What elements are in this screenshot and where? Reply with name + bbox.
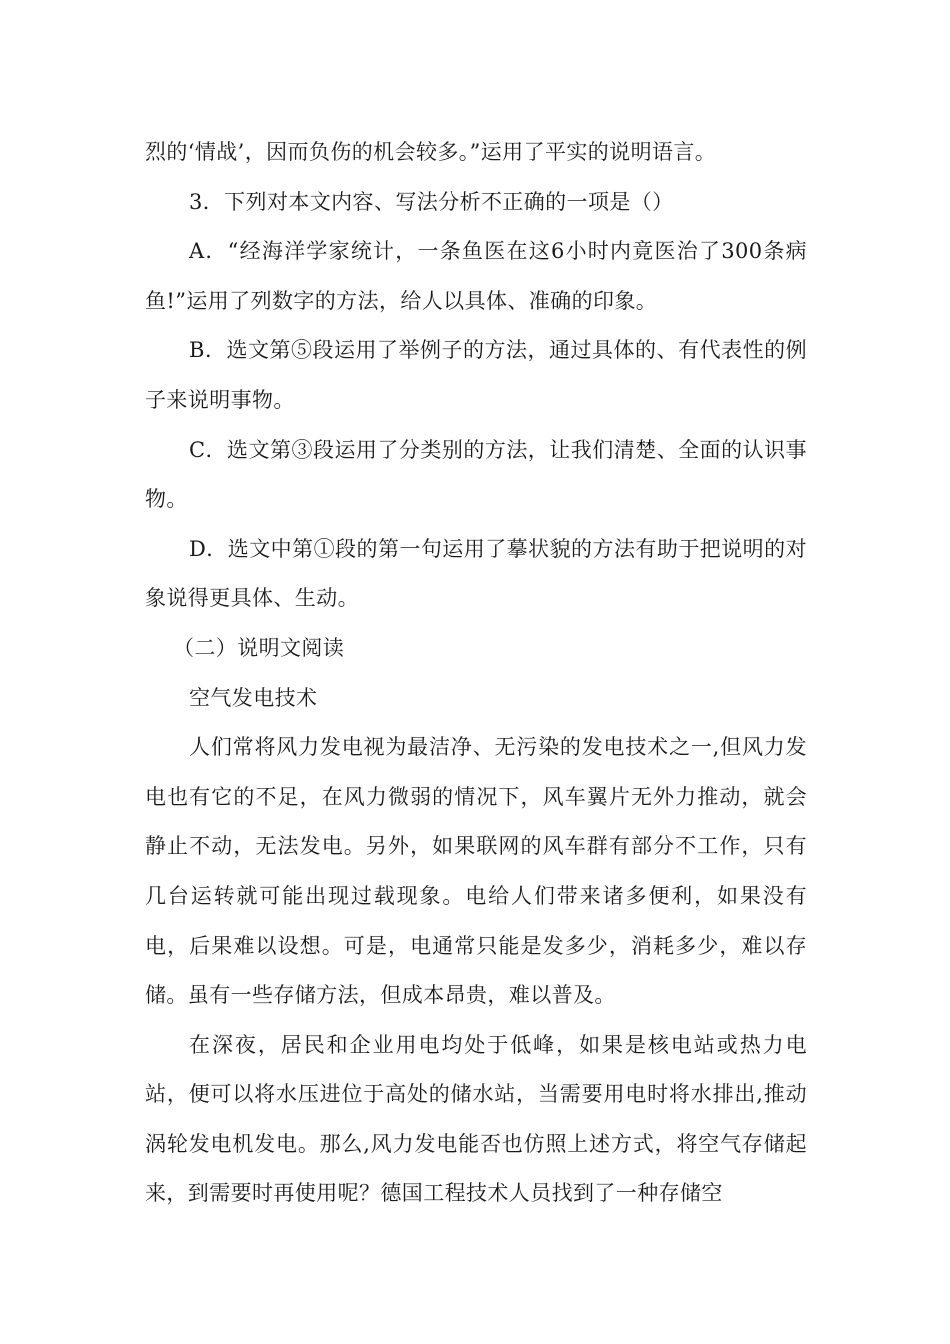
paragraph-continuation: 烈的‘情战’，因而负伤的机会较多。”运用了平实的说明语言。 [145, 140, 717, 164]
option-c: C．选文第③段运用了分类别的方法，让我们清楚、全面的认识事物。 [145, 437, 807, 512]
document-body [145, 128, 807, 1219]
option-a: A．“经海洋学家统计，一条鱼医在这6小时内竟医治了300条病鱼!”运用了列数字的方法，给人以具体、准确的印象。 [145, 239, 807, 313]
section-heading: （二）说明文阅读 [173, 635, 345, 660]
article-paragraph-1: 人们常将风力发电视为最洁净、无污染的发电技术之一,但风力发电也有它的不足，在风力微弱的情况下，风车翼片无外力推动，就会静止不动，无法发电。另外，如果联网的风车群有部分不工作，只有几台运转就可能出现过载现象。电给人们带来诸多便利，如果没有电，后果难以设想。可是，电通常只能是发多少，消耗多少，难以存储。虽有一些存储方法，但成本昂贵，难以普及。 [145, 735, 807, 1008]
article-paragraph-2: 在深夜，居民和企业用电均处于低峰，如果是核电站或热力电站，便可以将水压进位于高处的储水站，当需要用电时将水排出,推动涡轮发电机发电。那么,风力发电能否也仿照上述方式，将空气存储起来，到需要时再使用呢？德国工程技术人员找到了一种存储空 [145, 1032, 807, 1206]
question-3: 3．下列对本文内容、写法分析不正确的一项是（） [189, 189, 674, 214]
article-title: 空气发电技术 [189, 685, 318, 710]
option-b: B．选文第⑤段运用了举例子的方法，通过具体的、有代表性的例子来说明事物。 [145, 338, 807, 412]
option-d: D．选文中第①段的第一句运用了摹状貌的方法有助于把说明的对象说得更具体、生动。 [145, 536, 807, 611]
